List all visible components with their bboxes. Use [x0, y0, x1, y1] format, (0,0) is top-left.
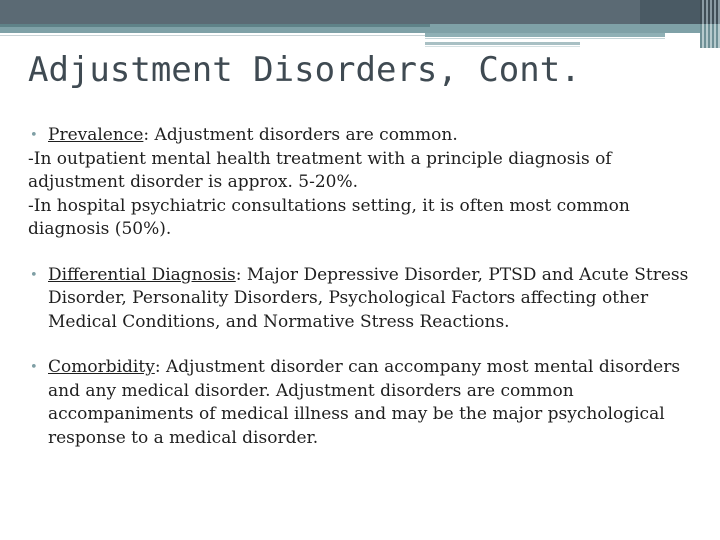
- prevalence-sub-line-2: -In hospital psychiatric consultations setting, it is often most common diagnosis (50%).: [28, 195, 630, 239]
- slide-title: Adjustment Disorders, Cont.: [28, 50, 581, 90]
- header-bar: [0, 0, 720, 24]
- header-accent-line-1: [425, 33, 665, 37]
- bullet-icon: •: [30, 360, 38, 375]
- spacer: [28, 242, 713, 264]
- differential-diagnosis-term: Differential Diagnosis: [48, 264, 236, 285]
- prevalence-separator: :: [143, 125, 150, 145]
- prevalence-text: Adjustment disorders are common.: [149, 125, 458, 145]
- prevalence-sub-line-1: -In outpatient mental health treatment with a principle diagnosis of adjustment disorder is approx. 5-20%.: [28, 148, 612, 192]
- comorbidity-term: Comorbidity: [48, 357, 155, 377]
- header-accent-line-3: [425, 42, 580, 45]
- comorbidity-text: Adjustment disorder can accompany most mental disorders and any medical disorder. Adjustment disorders are common accompaniments of medical illness and may be the major psychological response to a medical disorder.: [48, 357, 681, 448]
- differential-diagnosis-text: Major Depressive Disorder, PTSD and Acute Stress Disorder, Personality Disorders, Psychological Factors affecting other Medical Conditions, and Normative Stress Reactions.: [48, 264, 689, 332]
- header-accent-line-4: [425, 46, 580, 47]
- comorbidity-section: [28, 356, 713, 450]
- spacer: [28, 334, 713, 356]
- header-accent-line-2: [425, 38, 665, 39]
- header-thin-line: [0, 35, 425, 36]
- differential-diagnosis-section: [28, 264, 713, 335]
- header-sub-stripes: [700, 24, 720, 48]
- prevalence-section: [28, 124, 713, 148]
- bullet-icon: •: [30, 128, 38, 143]
- bullet-icon: •: [30, 267, 38, 283]
- header-sub-bar-dark: [0, 24, 430, 27]
- header-stripes: [700, 0, 720, 24]
- prevalence-term: Prevalence: [48, 125, 144, 145]
- slide-body: [28, 124, 713, 450]
- differential-diagnosis-separator: :: [235, 264, 242, 285]
- comorbidity-separator: :: [154, 357, 161, 377]
